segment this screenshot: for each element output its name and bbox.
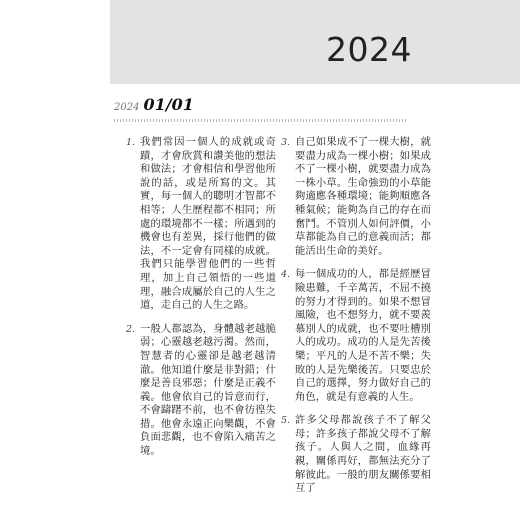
item-number: 4. — [281, 269, 291, 281]
date-year: 2024 — [114, 102, 140, 113]
date-heading — [114, 95, 406, 114]
item-text: 我們常因一個人的成就或奇蹟，才會欣賞和讚美他的想法和做法；才會相信和學習他所說的話，或是所寫的文。其實，每一個人的聰明才智都不相等；人生歷程都不相同；所處的環境都不一樣；所遇到的機會也有差異，採行他們的做法，不一定會有同樣的成就。我們只能學習他們的一些哲理，加上自己領悟的一些道理，融合成屬於自己的人生之道，走自己的人生之路。 — [140, 136, 276, 312]
item-number: 1. — [126, 137, 136, 148]
header-band — [110, 0, 520, 84]
list-item — [281, 268, 431, 404]
list-item — [126, 136, 276, 313]
list-item — [281, 136, 431, 258]
item-number: 5. — [281, 415, 291, 427]
list-item — [281, 414, 431, 496]
header-year: 2024 — [326, 30, 412, 69]
left-column — [126, 136, 276, 469]
item-text: 自己如果成不了一棵大樹，就要盡力成為一棵小樹；如果成不了一棵小樹，就要盡力成為一株小草。生命強勁的小草能夠適應各種環境；能夠順應各種氣候；能夠為自己的存在而奮鬥。不管別人如何評價，小草都能為自己的意義而活；都能活出生命的美好。 — [295, 136, 431, 257]
list-item — [126, 323, 276, 459]
item-number: 2. — [126, 323, 136, 335]
item-text: 一般人都認為，身體越老越脆弱；心靈越老越污濁。然而，智慧者的心靈卻是越老越清澈。他知道什麼是非對錯；什麼是善良邪惡；什麼是正義不義。他會依自己的旨意而行，不會躊躇不前，也不會彷徨失措。他會永遠正向樂觀，不會負面悲觀，也不會陷入痛苦之境。 — [140, 322, 276, 458]
item-number: 3. — [281, 137, 291, 148]
item-text: 許多父母都說孩子不了解父母；許多孩子都說父母不了解孩子。人與人之間，血緣再親，關係再好，都無法充分了解彼此。一般的朋友關係要相互了 — [295, 414, 431, 495]
date-day: 01/01 — [143, 95, 194, 114]
item-text: 每一個成功的人，都是經歷冒險患難，千辛萬苦，不屈不撓的努力才得到的。如果不想冒風險，也不想努力，就不要羨慕別人的成就，也不要吐槽別人的成功。成功的人是先苦後樂；平凡的人是不苦不樂；失敗的人是先樂後苦。只要忠於自己的選擇，努力做好自己的角色，就是有意義的人生。 — [295, 268, 431, 403]
dotted-divider — [114, 119, 408, 122]
right-column — [281, 136, 431, 506]
